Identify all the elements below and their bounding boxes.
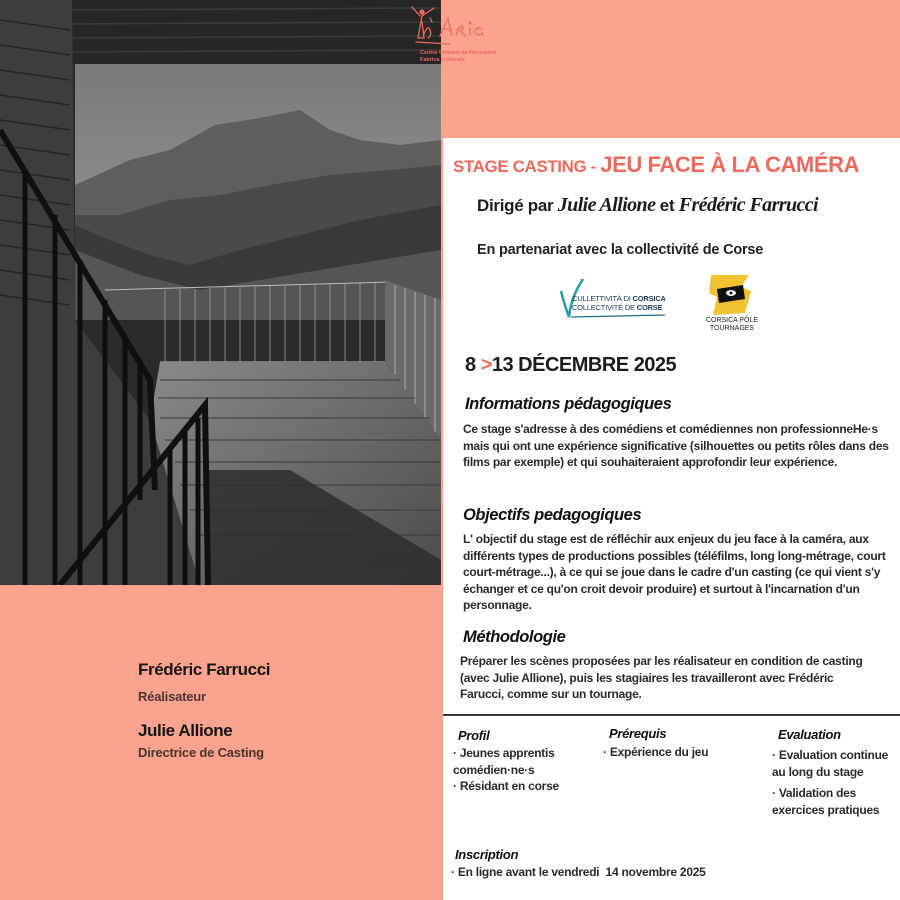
inscription-list	[451, 864, 851, 881]
section-heading-informations: Informations pédagogiques	[465, 395, 672, 413]
profil-list	[453, 745, 573, 795]
section-body-informations: Ce stage s'adresse à des comédiens et comédiennes non professionneHe·s mais qui ont une expérience significative (silhouettes ou petits rôles dans des films par exemple) et qui souhaiteraient approfondir leur expérience.	[463, 422, 889, 469]
list-item: · Expérience du jeu	[603, 745, 709, 759]
prerequis-list	[603, 744, 743, 761]
list-item: · En ligne avant le vendredi 14 novembre 2025	[451, 865, 706, 879]
director-frederic: Frédéric Farrucci	[678, 194, 818, 216]
credit-name: Julie Allione	[138, 721, 233, 740]
credit-role: Réalisateur	[138, 689, 206, 704]
list-item: · Evaluation continue au long du stage	[772, 748, 889, 779]
directed-by: Dirigé par Julie Allione et Frédéric Farrucci	[477, 194, 818, 216]
section-heading-methodologie: Méthodologie	[463, 628, 566, 646]
info-panel	[443, 138, 900, 900]
terrace-mountain-photo	[0, 0, 441, 585]
profil-heading: Profil	[458, 728, 490, 743]
list-item: · Résidant en corse	[453, 779, 559, 793]
logo-tagline: Centre Culturel de Rencontre Fabrica Culturale	[420, 50, 497, 63]
section-divider	[443, 714, 900, 716]
prerequis-heading: Prérequis	[609, 726, 667, 741]
evaluation-list	[772, 747, 892, 818]
credits	[138, 660, 270, 760]
evaluation-heading: Evaluation	[778, 727, 841, 742]
list-item: · Validation des exercices pratiques	[772, 786, 880, 817]
event-dates: 8 >13 DÉCEMBRE 2025	[465, 354, 677, 376]
credit-role: Directrice de Casting	[138, 745, 264, 760]
director-julie: Julie Allione	[557, 194, 656, 216]
credit-name: Frédéric Farrucci	[138, 660, 271, 679]
section-heading-objectifs: Objectifs pedagogiques	[463, 506, 642, 524]
section-body-objectifs: L' objectif du stage est de réfléchir aux enjeux du jeu face à la caméra, aux différents types de productions possibles (téléfilms, long long-métrage, court court-métrage...), à ce qui se joue dans le cadre d'un casting (ce qui vient s'y échanger et ce qu'on croit devoir produire) et surtout à l'incarnation d'un personnage.	[463, 532, 886, 612]
page-title: STAGE CASTING - JEU FACE À LA CAMÉRA	[453, 152, 860, 177]
list-item: · Jeunes apprentis comédien·ne·s	[453, 746, 555, 777]
inscription-heading: Inscription	[455, 847, 519, 862]
partner-logos	[557, 273, 757, 339]
date-arrow-icon: >	[480, 354, 492, 376]
collectivite-corse-logo: CULLETTIVITÀ DI CORSICA COLLECTIVITÉ DE CORSE	[557, 277, 667, 321]
partnership-text: En partenariat avec la collectivité de Corse	[477, 242, 764, 258]
corsica-pole-tournages-logo: CORSICA PÔLE TOURNAGES	[705, 273, 755, 339]
section-body-methodologie: Préparer les scènes proposées par les réalisateur en condition de casting (avec Julie Allione), puis les stagiaires les travailleront avec Frédéric Farucci, comme sur un tournage.	[460, 654, 863, 701]
